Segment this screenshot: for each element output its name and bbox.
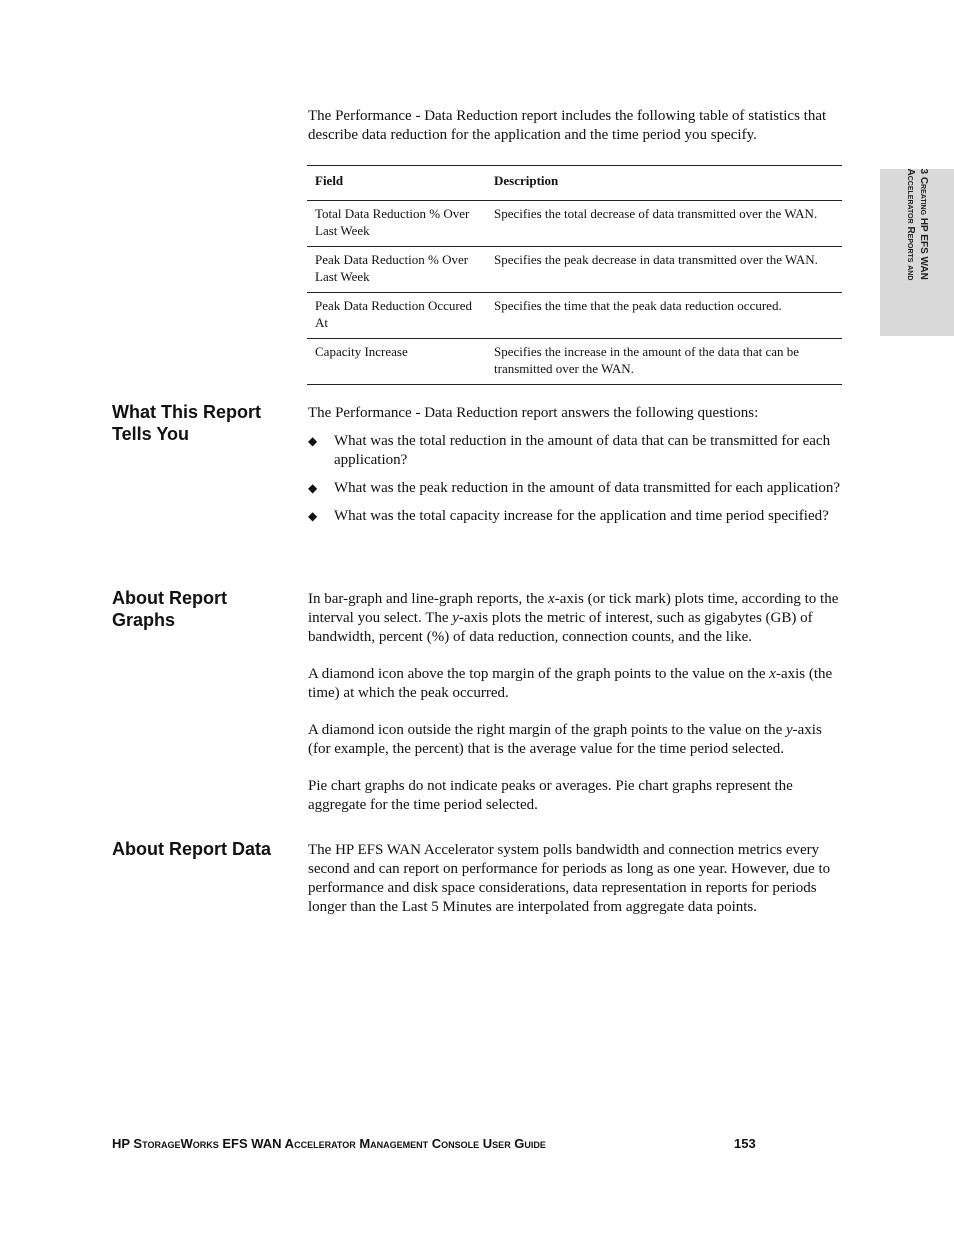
text-run: -axis (for example, the percent) that is the average value for the time period selected. xyxy=(308,722,822,757)
y-axis-label: y xyxy=(452,610,459,626)
heading-about-report-graphs: About Report Graphs xyxy=(112,588,227,630)
chapter-tab-text xyxy=(904,169,930,336)
graphs-paragraph-2 xyxy=(308,665,842,703)
description-cell: Specifies the increase in the amount of the data that can be transmitted over the WAN. xyxy=(486,339,842,385)
table-row xyxy=(307,339,842,385)
heading-about-report-data: About Report Data xyxy=(112,839,271,859)
list-item xyxy=(308,479,842,498)
graphs-paragraph-1 xyxy=(308,590,842,647)
question-list xyxy=(308,432,842,526)
text-run: A diamond icon above the top margin of the graph points to the value on the xyxy=(308,666,770,682)
diamond-bullet-icon: ◆ xyxy=(308,481,318,495)
text-run: A diamond icon outside the right margin of the graph points to the value on the xyxy=(308,722,786,738)
statistics-table xyxy=(307,165,842,385)
chapter-tab-line1: 3 Creating HP EFS WAN xyxy=(918,168,929,280)
what-lead-paragraph: The Performance - Data Reduction report answers the following questions: xyxy=(308,405,759,421)
list-item xyxy=(308,432,842,470)
x-axis-label: x xyxy=(548,591,555,607)
table-header-row xyxy=(307,166,842,201)
list-item-text: What was the total reduction in the amount of data that can be transmitted for each application? xyxy=(334,433,831,468)
section-about-report-data xyxy=(308,841,842,935)
x-axis-label: x xyxy=(769,666,776,682)
text-run: -axis (or tick mark) plots time, according to the interval you select. The xyxy=(308,591,839,626)
list-item-text: What was the peak reduction in the amount of data transmitted for each application? xyxy=(334,480,841,496)
data-paragraph: The HP EFS WAN Accelerator system polls bandwidth and connection metrics every second and can report on performance for periods as long as one year. However, due to performance and disk space considerations, data representation in reports for periods longer than the Last 5 Minutes are interpolated from aggregate data points. xyxy=(308,842,831,915)
footer-guide-title: HP StorageWorks EFS WAN Accelerator Management Console User Guide xyxy=(112,1136,546,1151)
description-cell: Specifies the peak decrease in data transmitted over the WAN. xyxy=(486,247,842,293)
chapter-tab-line2: Accelerator Reports and xyxy=(905,168,916,281)
field-cell: Peak Data Reduction Occured At xyxy=(307,293,486,339)
section-what-this-report xyxy=(308,404,842,535)
section-about-report-graphs xyxy=(308,590,842,833)
list-item xyxy=(308,507,842,526)
y-axis-label: y xyxy=(785,722,793,738)
text-run: -axis plots the metric of interest, such as gigabytes (GB) of bandwidth, percent (%) of data reduction, connection counts, and the like. xyxy=(308,610,813,645)
graphs-paragraph-4: Pie chart graphs do not indicate peaks or averages. Pie chart graphs represent the aggregate for the time period selected. xyxy=(308,778,793,813)
list-item-text: What was the total capacity increase for the application and time period specified? xyxy=(334,508,829,524)
chapter-side-tab xyxy=(880,169,954,336)
intro-paragraph: The Performance - Data Reduction report includes the following table of statistics that describe data reduction for the application and the time period you specify. xyxy=(308,108,827,143)
field-cell: Total Data Reduction % Over Last Week xyxy=(307,201,486,247)
page-number: 153 xyxy=(734,1136,756,1151)
table-row xyxy=(307,201,842,247)
header-field: Field xyxy=(307,166,486,201)
text-run: In bar-graph and line-graph reports, the xyxy=(308,591,549,607)
description-cell: Specifies the total decrease of data transmitted over the WAN. xyxy=(486,201,842,247)
header-description: Description xyxy=(486,166,842,201)
table-row xyxy=(307,293,842,339)
text-run: -axis (the time) at which the peak occurred. xyxy=(308,666,833,701)
graphs-paragraph-3 xyxy=(308,721,842,759)
field-cell: Peak Data Reduction % Over Last Week xyxy=(307,247,486,293)
heading-what-this-report: What This Report Tells You xyxy=(112,402,261,444)
field-cell: Capacity Increase xyxy=(307,339,486,385)
table-row xyxy=(307,247,842,293)
diamond-bullet-icon: ◆ xyxy=(308,509,318,523)
diamond-bullet-icon: ◆ xyxy=(308,434,318,448)
description-cell: Specifies the time that the peak data reduction occured. xyxy=(486,293,842,339)
